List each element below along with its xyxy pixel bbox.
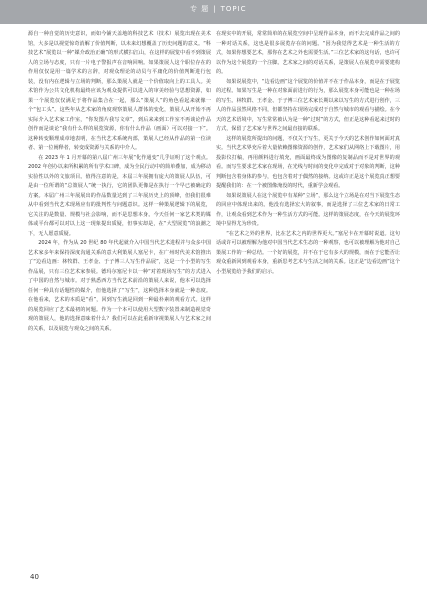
header-separator: | (213, 5, 217, 13)
paragraph: 如果说展览中，“边看边画”这个展览的价值并不在于作品本身，而是在于展览的过程。如果写生是一种在对象面前进行的行为，那么展览本身可能也是一种在场的写生。林牧群、王孝金、于子博三位艺术家长期以来以写生的方式进行创作，三人的作品虽然风格不同，但都坚持在现场完成对于自然与城市的观看与描绘。在今天的艺术语境中，写生常常被认为是一种“过时”的方式，但正是这种看起来过时的方式，保留了艺术家与世界之间最直接的联系。 (216, 78, 400, 132)
paragraph: “在艺术之外的世界，比在艺术之内的世界更大。”塞尼卡在开幕时说道。这句话或许可以被理解为他对中国当代艺术生态的一种观察，也可以被理解为他对自己策展工作的一种总结。一个好的展览，并不在于它有多大的规模，而在于它能否让观众重新回到观看本身，重新思考艺术与生活之间的关系。这正是“边看边画”这个小型展览给予我们的启示。 (216, 230, 400, 275)
paragraph: 源自一种自觉的历史意识，而如今铺天盖地的科技艺术（技术）展览出现在美术馆，大多是以视觉惊奇消解了价值判断，以未来幻想覆盖了历史问题的意义。“科技艺术”展览以一种“媒介政治正确”的形式横扫江山，在这样的展览中看不到策展人的立场与态度，只有一片电子警报声在音响回响。如果策展人这个职位存在的作用仅仅是用一篇学术的言辞，对观众理论的动员与平庸化的价值判断进行包装，没有内在逻辑与立场的判断，那么策展人就是一个价值取向上的工具人。美术馆作为公共文化机构最终应该为观众提供可以进入的审美经验与思想资源，如果一个展览仅仅满足于将作品集合在一起，那么“策展人”的角色看起来就像一个“包工头”。这些年从艺术家的角度观察策展人群体的变化，策展人从开始不再实际介入艺术家工作室，“你发图片我写文章”，到后来来到工作室不再谈论作品创作而是谈论“我有什么样的展览资源，你有什么作品（画面）可以对接一下”。这种转变顺理成章地表明，在当代艺术系统内部，策展人已经从作品的第一位读者、第一位阐释者，转变成资源与关系的中介人。 (28, 31, 211, 151)
page-number: 40 (30, 573, 39, 581)
header-bar (0, 0, 427, 24)
right-column (216, 30, 400, 566)
paragraph: 如果说策展人在这个展览中有某种“立场”，那么这个立场是在对当下展览生态的回应中体现出来的。他没有选择宏大的叙事，而是选择了三位艺术家的日常工作，让观众看到艺术作为一种生活方式的可能。这样的策展态度，在今天的展览环境中显得尤为珍贵。 (216, 192, 400, 227)
paragraph: 在 2023 年 1 月开幕的第八届广州三年展“化作通变”几乎证明了这个观点。2002 年创办以来所积累的所有学术口碑，成为全民行动中的简单叠加，成为移动实验性以外的文旅项目。值得注意的是，本届三年展拥有庞大的策展人队伍，可是由一位所谓的“总策展人”统一执行，它的团队更像是在执行一个早已被确定的方案。本届广州三年展展出的作品数量达到了三年展历史上的顶峰，但我们很难从中看到当代艺术现场应有的批判性与问题意识。这样一种策展逻辑下的展览，它关注的是数量、规模与社会影响，而不是思想本身。今天任何一家艺术类的媒体或平台都可以对以上这一现象提出质疑，但事实却是，在“大型展览”的浪潮之下，无人愿意质疑。 (28, 154, 211, 237)
paragraph: 在现实中的开展，常常简单的在展览空间中呈现作品本身，而不去完成作品之间的一种对话关系，这也是很多展览存在的问题。“因为我觉得艺术是一种生活的方式，如果你想要艺术，那你在艺术之外也需要生活。”三位艺术家的这句话，也许可以作为这个展览的一个注脚。艺术家之间的对话关系，是策展人在展览中需要建构的。 (216, 31, 400, 75)
section-header (190, 4, 247, 14)
paragraph: 这样的展览所提出的问题，不仅关于写生，更关于今天的艺术创作如何面对真实。当代艺术界充斥着大量依赖图像资源的创作，艺术家们从网络上下载图片，用投影仪打稿，再用颜料进行填充，画面最终成为图像的复制品而不是对世界的观看。而写生要求艺术家在现场，在光线与时间的变化中完成对于对象的判断，这种判断包含着身体的参与，也包含着对于偶然的接纳。这或许正是这个展览真正想要提醒我们的：在一个被图像淹没的时代，重新学会观看。 (216, 135, 400, 189)
section-label: TOPIC (220, 5, 247, 13)
left-column (28, 30, 211, 566)
paragraph: 2024 年，作为从 20 世纪 80 年代起就介入中国当代艺术进程并与众多中国艺术家多年来保持深度沟通关系的意大利策展人塞尼卡，在广州时代美术馆推出了“边看边画：林牧群、王孝金、于子博三人写生作品展”，这是一个小型的写生作品展，只有三位艺术家参展。德玛尔塞尼卡以一种“对着现场写生”的方式进入了中国的自然与城市。对于熟悉西方当代艺术前沿的策展人来说，他本可以选择任何一种具有话题性的媒介，但他选择了“写生”，这种选择本身就是一种态度。在他看来，艺术的本质是“看”，回到写生就是回到一种最朴素的观看方式。这样的展览回应了艺术最初的问题。作为一个本可以使用大型数字装置来制造视觉奇观的策展人，他的选择意味着什么？我们可以在此重新审视策展人与艺术家之间的关系，以及展览与观众之间的关系。 (28, 240, 211, 332)
section-title: 专 题 (190, 5, 210, 13)
